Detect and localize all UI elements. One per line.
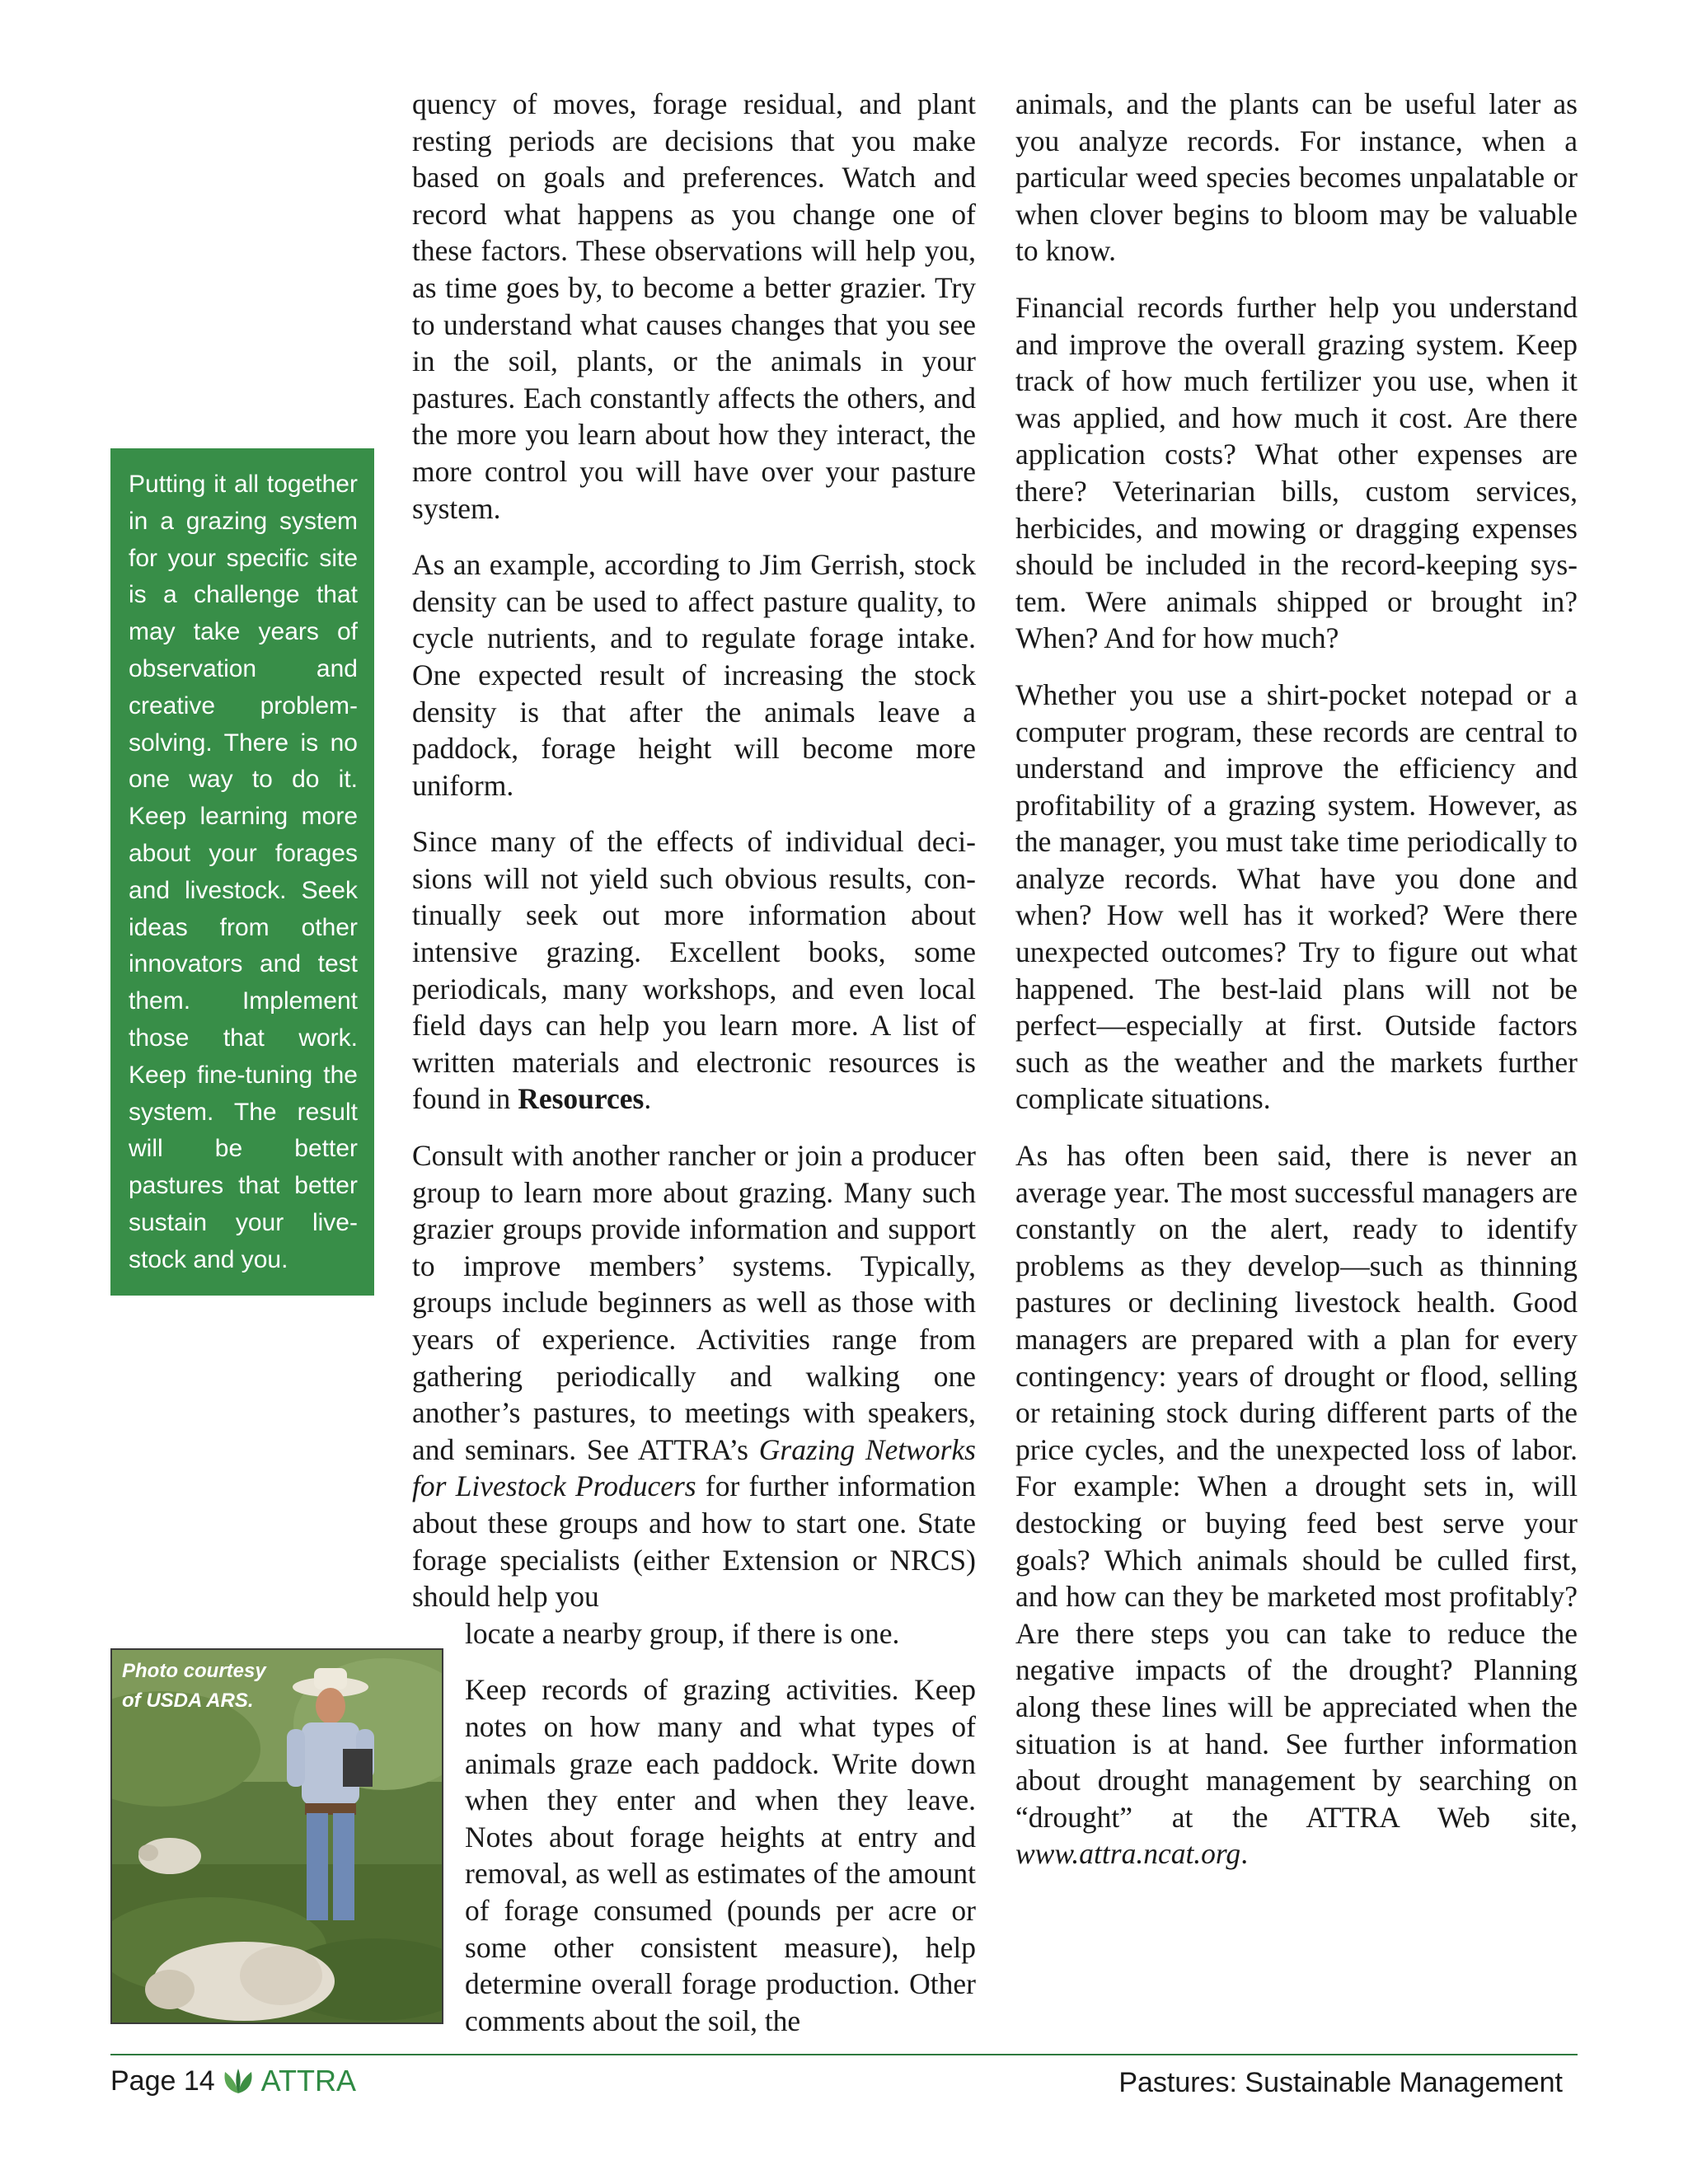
paragraph: As an example, according to Jim Gerrish, stock density can be used to affect pasture quality, to cycle nutrients, and to regulate forage intake. One expected result of increasing the stock density is that after the animals leave a paddock, forage height will become more uniform. xyxy=(412,548,976,802)
publication-title: Grazing Networks for Livestock Producers xyxy=(412,1432,976,1503)
leaf-logo-icon xyxy=(222,2067,255,2095)
resources-reference: Resources xyxy=(518,1082,645,1116)
paragraph: Keep records of grazing activities. Keep notes on how many and what types of animals graze each paddock. Write down when they enter and when they leave. Notes about forage heights at entry and removal, as well as estimates of the amount of forage consumed (pounds per acre or some other consistent measure), help determine overall forage production. Other comments about the soil, the xyxy=(465,1673,976,2037)
paragraph: animals, and the plants can be useful later as you analyze records. For instance, when a particular weed species becomes unpalatable or when clover begins to bloom may be valuable to know. xyxy=(1015,87,1578,268)
sidebar-callout xyxy=(110,448,374,1296)
footer-divider xyxy=(110,2054,1578,2055)
paragraph: As has often been said, there is never an average year. The most successful managers are constantly on the alert, ready to identify problems as they develop—such as thinning pastures or declining livestock health. Good managers are prepared with a plan for every contingency: years of drought or flood, selling or retaining stock during different parts of the price cycles, and the unexpected loss of labor. For example: When a drought sets in, will destocking or buying feed best serve your goals? Which animals should be culled first, and how can they be marketed most profitably? Are there steps you can take to reduce the negative impacts of the drought? Planning along these lines will be appreciated when the situation is at hand. See further information about drought management by searching on “drought” at the ATTRA Web site, www.attra.ncat.org. xyxy=(1015,1139,1578,1871)
publication-title-footer: Pastures: Sustainable Management xyxy=(1118,2067,1563,2098)
paragraph: Financial records further help you understand and improve the overall grazing system. Keep track of how much fertilizer you use, when it was applied, and how much it cost. Are there application costs? What other expenses are there? Veterinarian bills, custom services, herbicides, and mowing or dragging expenses should be included in the record-keeping system. Were animals shipped or brought in? When? And for how much? xyxy=(1015,290,1578,655)
middle-column xyxy=(412,86,976,2059)
sidebar-text: Putting it all together in a grazing system for your specific site is a challenge that may take years of observation and creative problem-solving. There is no one way to do it. Keep learning more about your forages and livestock. Seek ideas from other innovators and test them. Implement those that work. Keep fine-tuning the system. The result will be better pastures that better sustain your livestock and you. xyxy=(129,471,358,1273)
footer-left xyxy=(110,2064,356,2098)
paragraph: quency of moves, forage residual, and plant resting periods are decisions that you make based on goals and preferences. Watch and record what happens as you change one of these factors. These observations will help you, as time goes by, to become a better grazier. Try to understand what causes changes that you see in the soil, plants, or the animals in your pastures. Each constantly affects the others, and the more you learn about how they interact, the more control you will have over your pasture system. xyxy=(412,87,976,525)
brand-name: ATTRA xyxy=(260,2064,357,2097)
attra-website-link[interactable]: www.attra.ncat.org xyxy=(1015,1837,1241,1871)
rancher-sheep-photo xyxy=(110,1648,443,2024)
paragraph: Whether you use a shirt-pocket notepad or a computer program, these records are central to understand and improve the efficiency and profitability of a grazing system. However, as the manager, you must take time periodically to analyze records. What have you done and when? How well has it worked? Were there unexpected outcomes? Try to figure out what happened. The best-laid plans will not be perfect—especially at first. Outside factors such as the weather and the markets further complicate situations. xyxy=(1015,677,1578,1116)
page-number: Page 14 xyxy=(110,2064,215,2097)
paragraph: Consult with another rancher or join a producer group to learn more about grazing. Many such grazier groups provide information and support to improve members’ systems. Typically, groups include beginners as well as those with years of experience. Activities range from gathering periodically and walking one another’s pastures, to meetings with speakers, and seminars. See ATTRA’s Grazing Networks for Livestock Producers for further information about these groups and how to start one. State forage specialists (either Extension or NRCS) should help you xyxy=(412,1139,976,1614)
paragraph: locate a nearby group, if there is one. xyxy=(465,1616,900,1650)
right-column xyxy=(1015,86,1578,1892)
paragraph: Since many of the effects of individual decisions will not yield such obvious results, continually seek out more information about intensive grazing. Excellent books, some periodicals, many workshops, and even local field days can help you learn more. A list of written materials and electronic resources is found in Resources. xyxy=(412,825,976,1116)
photo-credit: Photo courtesy of USDA ARS. xyxy=(122,1660,266,1712)
